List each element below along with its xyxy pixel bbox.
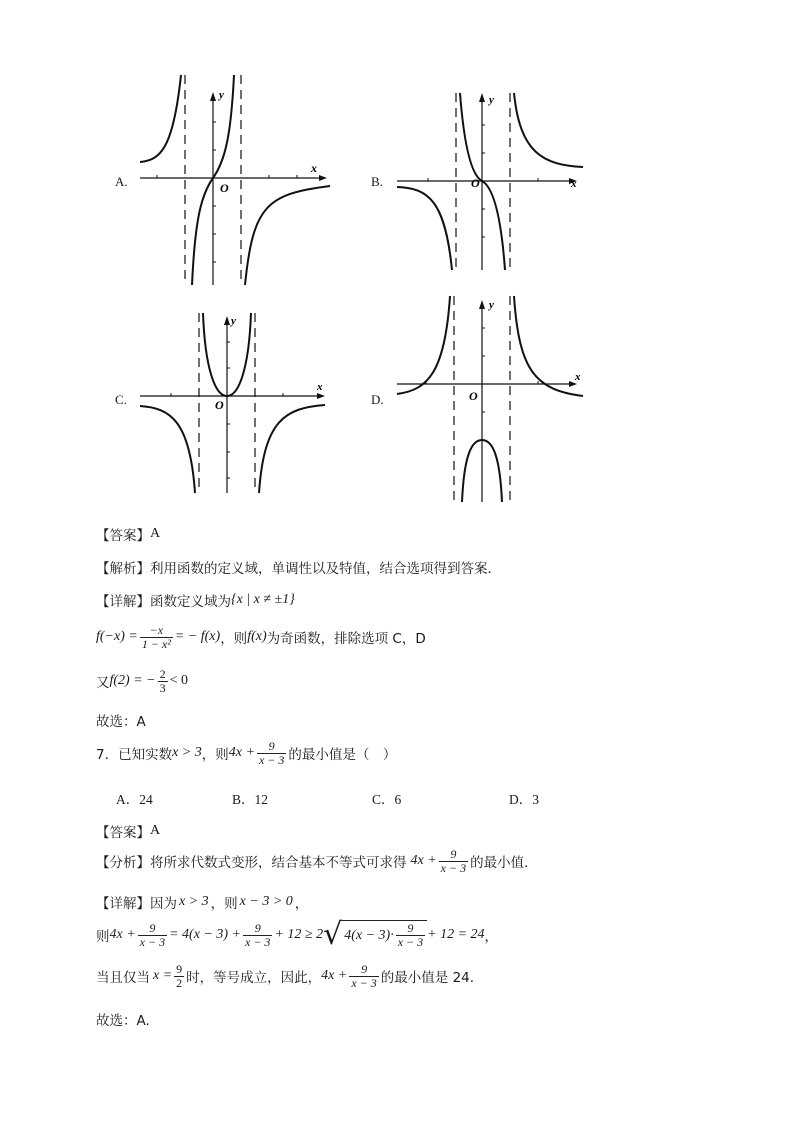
q7-stem-den: x − 3 [258,752,285,767]
option-c-label: C. [115,392,127,407]
q7-detail2-num2: 9 [254,920,261,935]
q6-answer: A [150,526,161,541]
graph-c-y-label: y [231,315,236,327]
q7-detail1-pre: 因为 [150,896,177,912]
q7-detail3-frac2 [349,963,378,989]
q6-also-expr: f(2) = − [109,673,156,689]
q6-also-num: 2 [159,667,166,681]
q7-detail2-post: ， [484,929,499,945]
q6-odd-fx: f(x) [247,629,267,645]
graph-b-x-label: x [571,178,577,190]
q7-analysis-den: x − 3 [440,860,467,875]
graph-d-origin-label: O [469,389,478,403]
q7-detail3-line [96,963,474,989]
q7-detail2-num3: 9 [407,921,414,936]
q7-detail3-frac [174,963,184,989]
q7-stem-cond: x > 3 [172,745,202,761]
q6-detail-line [96,590,295,610]
graph-b-y-label: y [489,94,494,106]
q7-choice-d[interactable]: D．3 [509,792,539,807]
q6-also-text: 又 [96,675,110,692]
q7-detail3-num: 9 [176,962,183,976]
q7-stem-fraction [257,740,286,766]
q6-detail-tag: 【详解】 [96,594,150,610]
q7-detail-line [96,892,308,912]
q6-domain-text: 函数定义域为 [150,594,231,610]
q7-detail1-a: x > 3 [179,894,209,909]
q6-analysis-tag: 【解析】 [96,561,150,577]
q7-choice-b[interactable]: B．12 [232,792,269,807]
q7-detail3-den2: x − 3 [351,975,377,990]
q7-detail2-num1: 9 [149,920,156,935]
q6-choose-line [96,710,146,730]
graph-c-x-label: x [317,381,323,393]
q7-detail3-num2: 9 [361,962,368,976]
q7-detail2-b: + 12 ≥ 2 [274,927,324,942]
q7-analysis-expr: 4x + [410,853,437,869]
q7-detail2-expr: 4x + [109,927,136,942]
graph-b-origin-label: O [471,176,480,190]
q7-detail-tag: 【详解】 [96,896,150,912]
q7-detail2-frac1 [138,922,167,948]
q7-detail1-b: x − 3 > 0 [239,894,293,909]
q7-choice-c[interactable]: C．6 [372,792,402,807]
q7-detail1-mid: ，则 [210,896,238,912]
graph-d [393,292,593,507]
q7-detail3-x: x = [153,968,173,984]
q6-choose: 故选：A [96,714,146,730]
q7-analysis-fraction [439,848,468,874]
q7-stem-num: 9 [268,739,275,753]
q6-domain-set: {x | x ≠ ±1} [231,592,295,607]
q6-answer-tag: 【答案】 [96,528,150,544]
q6-odd-text2: 为奇函数，排除选项 C，D [266,631,426,648]
q6-odd-rhs: = − f(x) [174,629,221,645]
q7-answer-tag: 【答案】 [96,825,150,841]
q7-detail2-frac3 [396,922,425,948]
graph-a [135,70,335,290]
q7-detail2-den3: x − 3 [397,935,424,949]
q7-stem-mid: ，则 [201,747,229,764]
q6-odd-line [96,624,426,650]
q7-detail3-pre: 当且仅当 [96,970,150,987]
q6-answer-line [96,524,160,544]
q7-stem-expr: 4x + [228,745,255,761]
option-b-label: B. [371,174,383,189]
q7-choose-line [96,1009,150,1029]
graph-a-x-label: x [311,161,317,175]
q7-detail2-frac2 [243,922,272,948]
option-a-label: A. [115,174,128,189]
q7-choice-a[interactable]: A．24 [116,792,153,807]
q7-choose: 故选：A. [96,1013,150,1029]
q6-odd-den: 1 − x² [141,636,171,651]
q7-analysis-text: 将所求代数式变形，结合基本不等式可求得 [150,855,407,872]
graph-b [393,75,593,275]
q7-detail2-line [96,917,499,952]
graph-d-x-label: x [575,371,581,383]
q6-also-den: 3 [159,680,166,695]
q7-analysis-tag: 【分析】 [96,855,150,872]
q6-analysis-text: 利用函数的定义域，单调性以及特值，结合选项得到答案． [150,561,501,577]
q7-detail2-a: = 4(x − 3) + [169,927,241,942]
q7-detail2-den1: x − 3 [139,934,166,949]
q6-also-fraction [158,668,168,694]
q7-stem-pre: 7．已知实数 [96,747,173,764]
q7-detail2-den2: x − 3 [245,934,271,949]
q7-detail2-pre: 则 [96,929,110,945]
option-d-label: D. [371,392,384,407]
q7-detail3-expr: 4x + [321,968,348,984]
q7-analysis-post: 的最小值. [470,855,529,872]
q6-analysis-line [96,557,501,577]
graph-c-origin-label: O [215,398,224,412]
q6-also-tail: < 0 [169,673,189,689]
q7-analysis-line [96,848,528,874]
q7-analysis-num: 9 [450,847,457,861]
q7-detail1-post: ， [294,896,309,912]
q7-detail3-post: 的最小值是 24. [380,970,475,987]
q7-answer: A [150,823,161,838]
q7-detail2-root: 4(x − 3)· [344,927,394,943]
q6-odd-text: ，则 [220,631,248,648]
q7-choices [116,788,616,806]
graph-c [135,308,335,498]
q6-odd-num: −x [149,623,164,637]
q7-stem-post: 的最小值是（ ） [288,747,397,764]
q7-detail2-sqrt: √ 4(x − 3)· $\frac{9}{x - 3}$ [323,920,427,950]
q7-stem-line [96,740,396,766]
q6-also-line [96,668,188,694]
q7-detail2-c: + 12 = 24 [427,927,485,942]
graph-a-y-label: y [219,89,224,101]
q7-detail3-mid: 时，等号成立，因此， [186,970,322,987]
q6-odd-fraction [140,624,173,650]
graph-a-origin-label: O [220,181,229,195]
graph-d-y-label: y [489,299,494,311]
q6-odd-lhs: f(−x) = [96,629,138,645]
q7-answer-line [96,821,160,841]
q7-detail3-den: 2 [176,975,183,990]
